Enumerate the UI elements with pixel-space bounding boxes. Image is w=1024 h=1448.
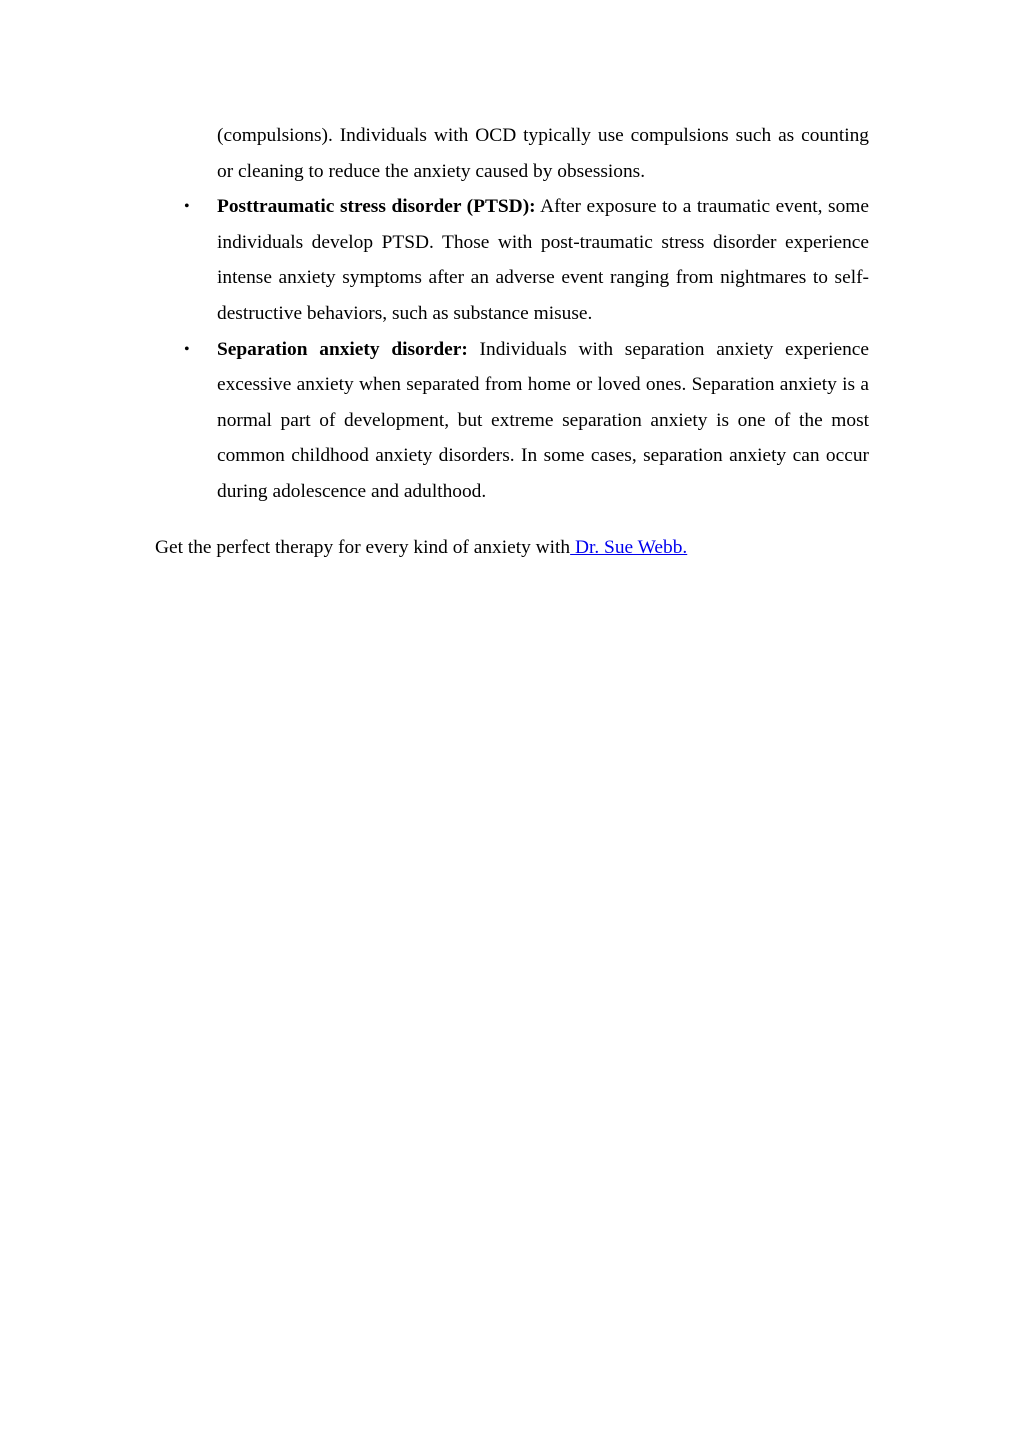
anxiety-disorder-list: [155, 189, 869, 509]
dr-sue-webb-link[interactable]: Dr. Sue Webb.: [570, 536, 688, 558]
document-body: [155, 118, 869, 565]
list-item-separation-anxiety: [155, 332, 869, 510]
bullet-icon: •: [184, 340, 190, 358]
closing-paragraph: [155, 530, 869, 566]
description-ptsd: After exposure to a traumatic event, some individuals develop PTSD. Those with post-traumatic stress disorder experience intense anxiety symptoms after an adverse event ranging from nightmares to self-destructive behaviors, such as substance misuse.: [217, 196, 869, 324]
term-ptsd: Posttraumatic stress disorder (PTSD):: [217, 196, 536, 218]
list-item-ptsd: [155, 189, 869, 331]
bullet-icon: •: [184, 198, 190, 216]
ocd-continuation-paragraph: (compulsions). Individuals with OCD typically use compulsions such as counting or cleaning to reduce the anxiety caused by obsessions.: [217, 125, 869, 182]
closing-text: Get the perfect therapy for every kind of anxiety with: [155, 536, 571, 558]
term-separation-anxiety: Separation anxiety disorder:: [217, 338, 468, 360]
description-separation-anxiety: Individuals with separation anxiety experience excessive anxiety when separated from home or loved ones. Separation anxiety is a normal part of development, but extreme separation anxiety is one of the most common childhood anxiety disorders. In some cases, separation anxiety can occur during adolescence and adulthood.: [217, 338, 869, 502]
